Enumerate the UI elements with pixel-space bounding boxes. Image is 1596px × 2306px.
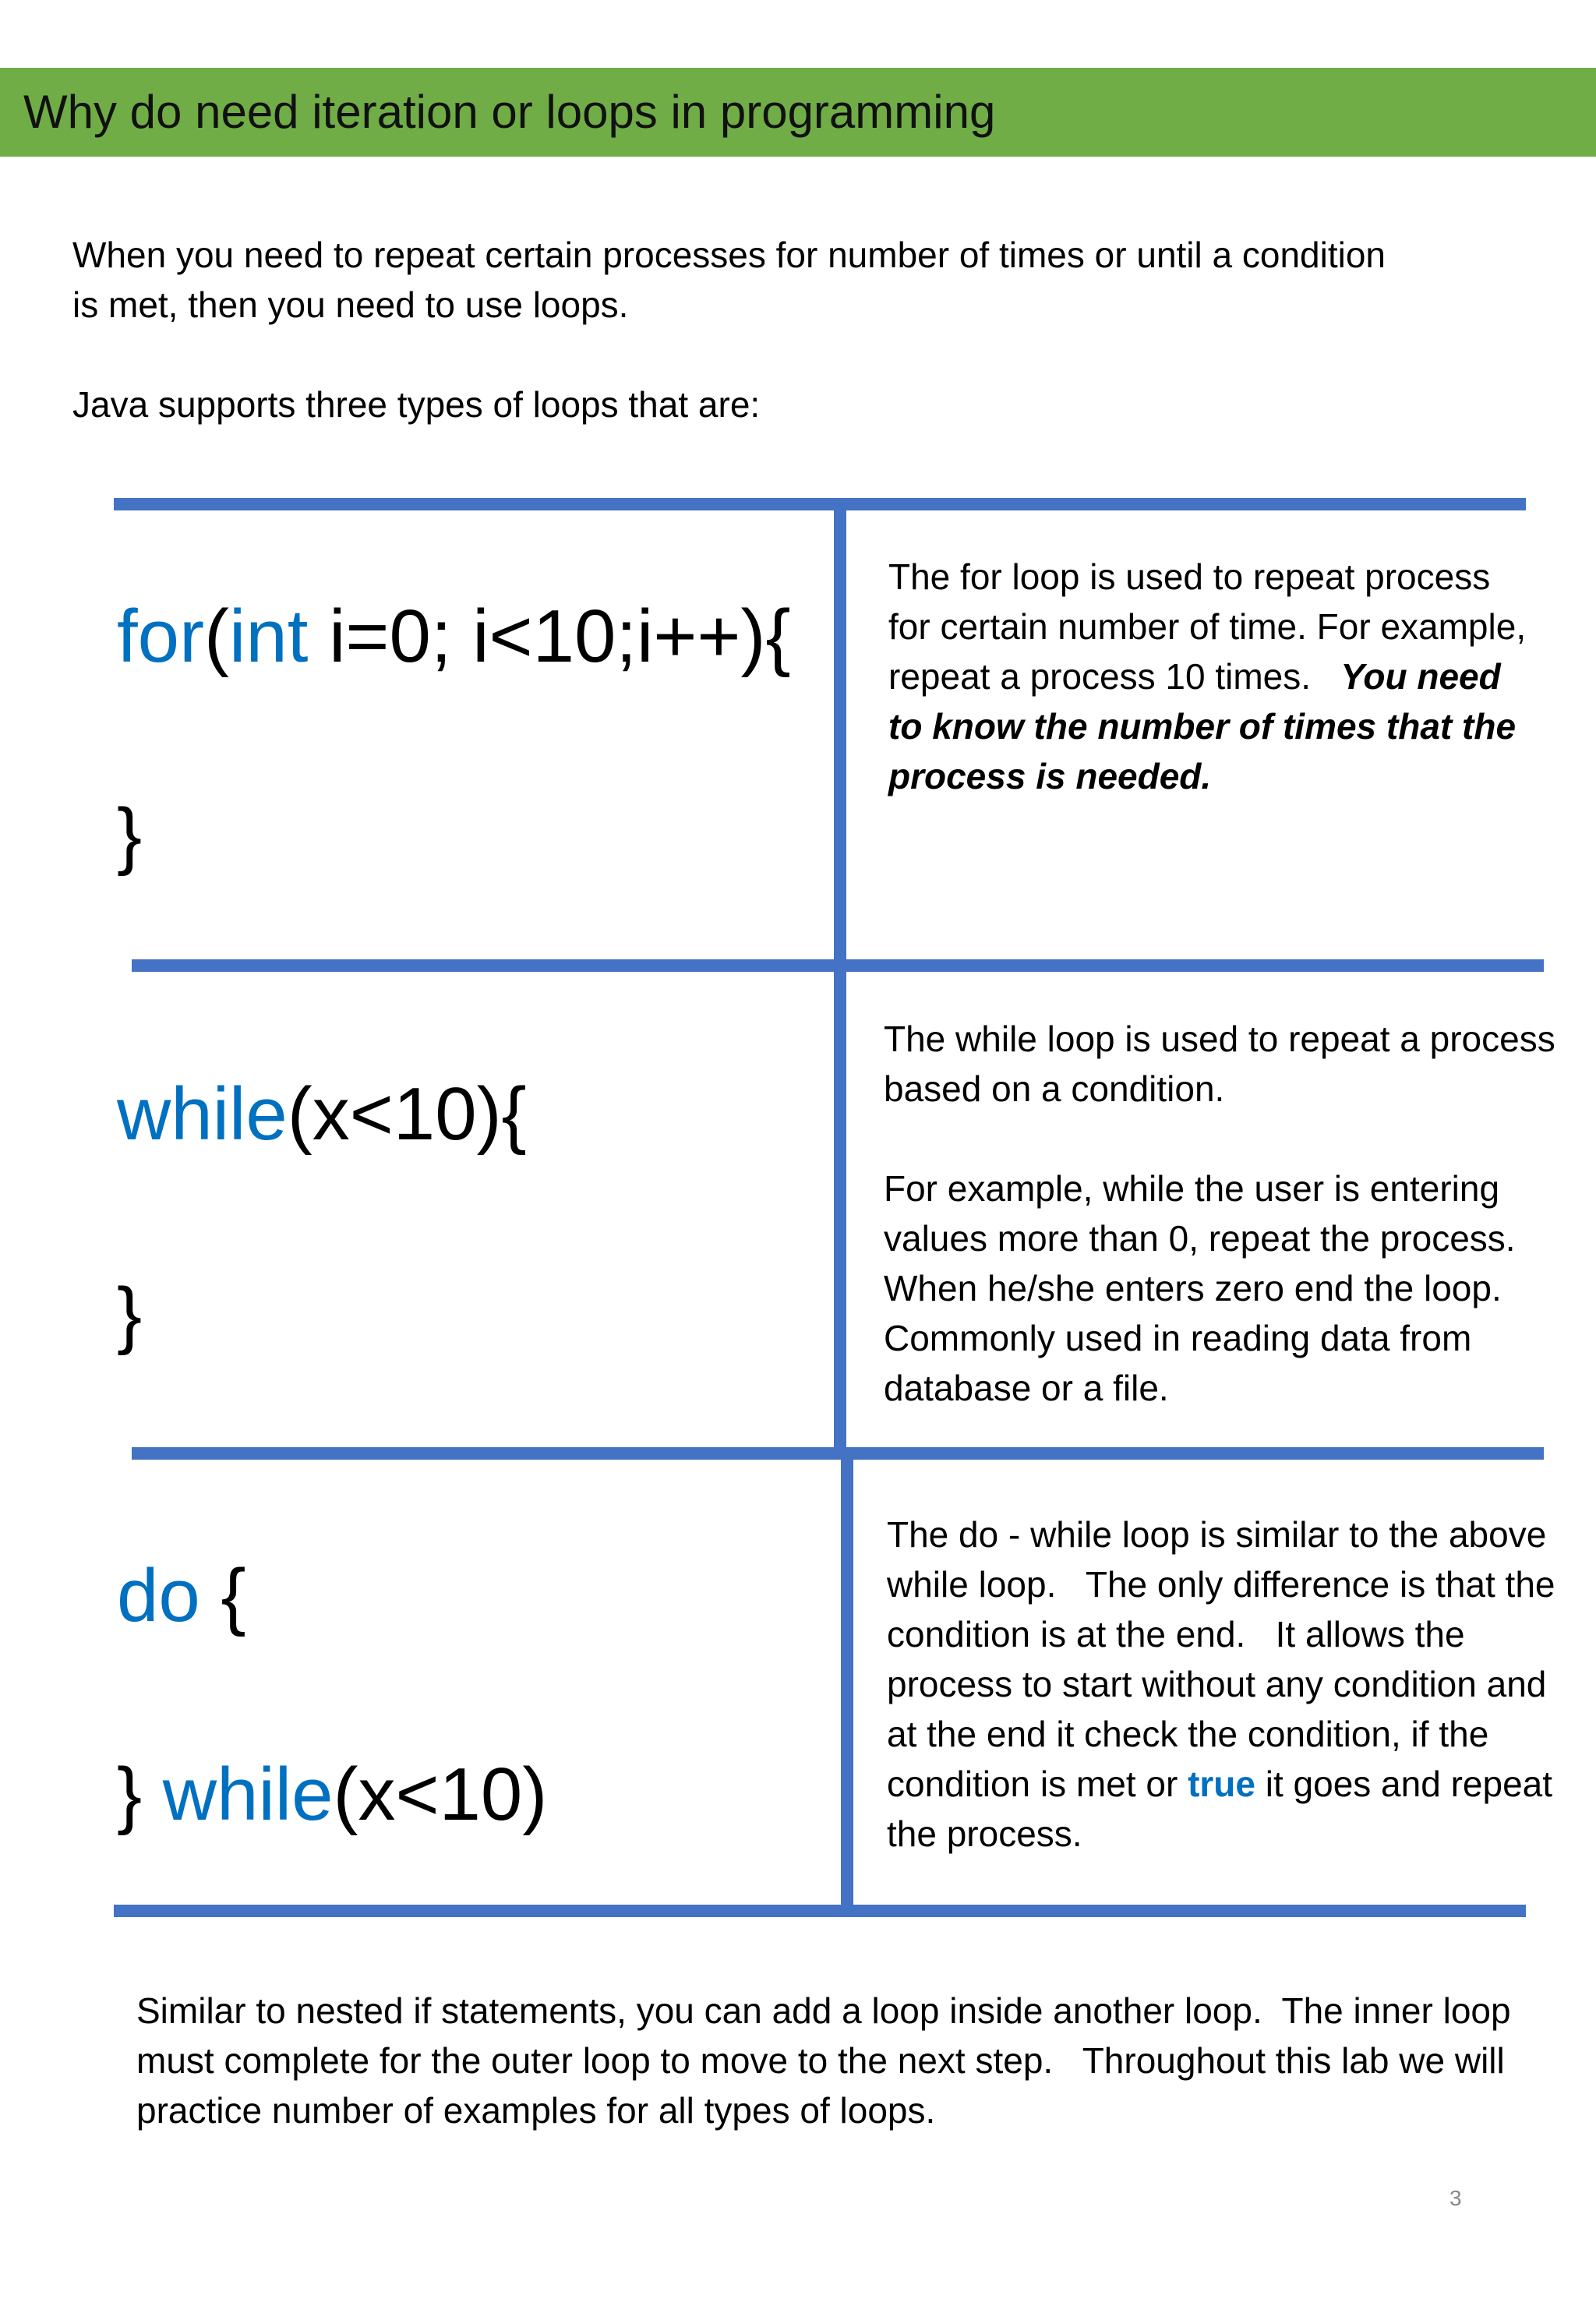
intro-text — [72, 230, 1397, 429]
while-desc-p1: The while loop is used to repeat a process based on a condition. — [884, 1019, 1555, 1109]
table-bottom-rule — [114, 1905, 1526, 1917]
table-column-divider — [834, 507, 846, 1453]
table-column-divider — [841, 1453, 853, 1905]
do-while-description — [887, 1510, 1566, 1859]
do-desc-end: it goes and repeat the process. — [887, 1764, 1553, 1854]
do-loop-code — [117, 1553, 246, 1639]
for-desc-emphasis: You need to know the number of times that the process is needed. — [888, 656, 1517, 796]
section-title: Why do need iteration or loops in programming — [23, 86, 996, 138]
int-keyword: int — [229, 595, 309, 678]
intro-loop-types: Java supports three types of loops that are: — [72, 384, 761, 425]
do-desc-text: The do - while loop is similar to the above while loop. The only difference is that the condition is at the end. It allows the process to start without any condition and at the end it check the condition, if the condition is met or — [887, 1514, 1566, 1804]
true-keyword: true — [1188, 1764, 1255, 1804]
do-keyword: do — [117, 1554, 200, 1637]
while-loop-code — [117, 1072, 527, 1157]
do-while-keyword: while — [162, 1753, 334, 1836]
do-open-brace: { — [200, 1554, 246, 1637]
for-loop-code — [117, 594, 791, 680]
for-loop-close-brace: } — [117, 793, 143, 877]
intro-paragraph: When you need to repeat certain processes for number of times or until a condition is met, then you need to use loops. — [72, 235, 1386, 325]
for-loop-description — [888, 552, 1536, 801]
do-close-brace: } — [117, 1753, 163, 1836]
for-desc-text: The for loop is used to repeat process for certain number of time. For example, repeat a process 10 times. — [888, 556, 1536, 697]
while-loop-description — [884, 1014, 1570, 1413]
table-top-rule — [114, 498, 1526, 510]
page-number: 3 — [1449, 2186, 1462, 2210]
do-while-close-line — [117, 1752, 547, 1838]
for-open-paren: ( — [204, 595, 229, 678]
while-desc-p2: For example, while the user is entering values more than 0, repeat the process. When he/she enters zero end the loop. Commonly used in reading data from database or a file. — [884, 1168, 1516, 1408]
section-header-bar — [0, 68, 1596, 157]
while-loop-close-brace: } — [117, 1273, 143, 1356]
for-header-rest: i=0; i<10;i++){ — [308, 595, 791, 678]
while-keyword: while — [117, 1072, 288, 1156]
do-while-condition: (x<10) — [333, 1753, 548, 1836]
closing-paragraph: Similar to nested if statements, you can add a loop inside another loop. The inner loop must complete for the outer loop to move to the next step. Throughout this lab we will practice number of examples for all types of loops. — [136, 1990, 1521, 2131]
for-keyword: for — [117, 595, 205, 678]
while-condition: (x<10){ — [287, 1072, 527, 1156]
